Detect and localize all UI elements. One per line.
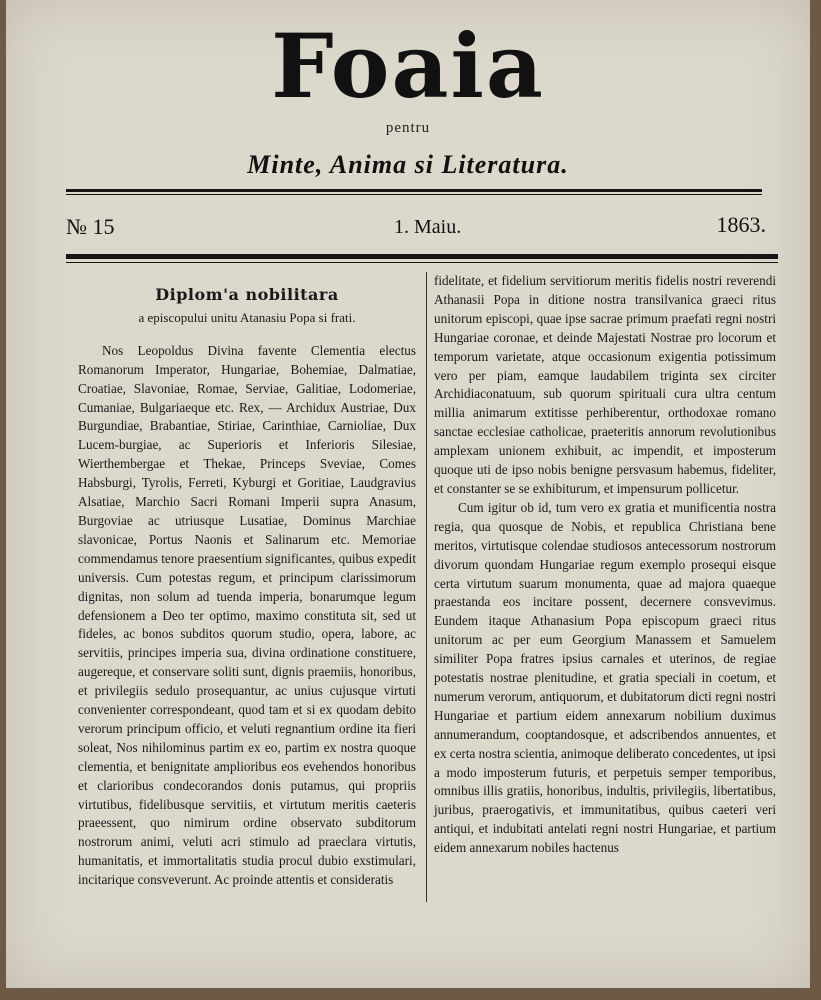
issue-number: № 15 [66,214,115,239]
dateline [66,210,766,244]
right-column [434,272,776,858]
right-column-paragraph: fidelitate, et fidelium servitiorum meritis fidelis nostri reverendi Athanasii Popa in ditione nostra transilvanica graeci ritus unitorum episcopi, quae ipse sacrae primum praefati regni nostri Hungariae coronae, et deinde Majestati Nostrae pro locorum et temporum varietate, atque occasionum exigentia potissimum vero per piam, eamque laudabilem triginta sex circiter Archidiaconatuum, sub quorum spirituali cura ultra centum millia animarum extitisse perhiberentur, orthodoxae romano sanctae ecclesiae catholicae, praeteritis annorum revolutionibus amplexam unionem exhibuit, ac impendit, et imposterum quoque uti de ipso nobis benigne persvasum habemus, fideliter, et constanter se se exhibiturum, et impensurum pollicetur. [434,273,776,496]
issue-date: 1. Maiu. [394,216,462,238]
column-divider [426,272,427,902]
article-title: Diplom'a nobilitara [155,285,339,304]
masthead-subtitle: Minte, Anima si Literatura. [247,150,569,179]
article-subtitle: a episcopului unitu Atanasiu Popa si frati. [138,309,356,325]
masthead-title: Foaia [271,14,545,118]
left-column-paragraph: Nos Leopoldus Divina favente Clementia electus Romanorum Imperator, Hungariae, Bohemiae, Dalmatiae, Croatiae, Slavoniae, Romae, Serviae, Galitiae, Lodomeriae, Cumaniae, Bulgariaeque etc. Rex, — Archidux Austriae, Dux Burgundiae, Brabantiae, Stiriae, Carinthiae, Carnioliae, Dux Lucem-burgiae, ac Superioris et Inferioris Silesiae, Wierthembergae et Thekae, Princeps Sveviae, Comes Habsburgi, Tyrolis, Ferreti, Kyburgi et Goritiae, Laudgravius Alsatiae, Marchio Sacri Romani Imperii supra Anasum, Burgoviae ac utriusque Lusatiae, Dominus Marchiae slavonicae, Portus Naonis et Salinarum etc. Memoriae commendamus tenore praesentium significantes, quibus expedit universis. Cum potestas regum, et principum clarissimorum dignitas, non solum ad tuenda imperia, bonarumque legum defensionem a Deo ter optimo, maximo constituta sit, sed ut fideles, ac bonos subditos quorum studio, opera, labore, ac servitiis, principes imperia sua, divina ordinatione constituere, augereque, et conservare soliti sunt, dignis praemiis, honoribus, et privilegiis sedulo prosequantur, ac unius cujusque virtuti convenienter correspondeant, quod tam et si ex quodam debito verorum principum officio, et veluti regnantium ordine ita fieri soleat, Nos nihilominus partim ex eo, partim ex nostra quoque clementia, et benignitate amplioribus eos evehendos honoribus et clarioribus condecorandos donis putamus, qui propriis virtutibus, fidelibusque servitiis, et virtutum meritis caeteris praeessent, quo nimirum ordine observato subditorum nostrorum animi, veluti acri stimulo ad praeclara virtutis, humanitatis, et immortalitatis studia procul dubio exstimulari, incitarique consveverunt. Ac proinde attentis et consideratis [78,342,416,888]
left-column [78,276,416,890]
issue-year: 1863. [716,212,766,237]
rule-bottom [66,254,778,259]
newspaper-page [6,0,810,988]
right-column-paragraph: Cum igitur ob id, tum vero ex gratia et munificentia nostra regia, qua quosque de Nobis, et republica Christiana bene meritos, virtutisque colendae studiosos antecessorum nostrorum divorum quondam Hungariae regum exemplo prosequi eisque certa virtutum suarum monumenta, quae ad majora quaeque praestanda eos incitare possent, decernere consvevimus. Eundem itaque Athanasium Popa episcopum graeci ritus unitorum ac per eum Georgium Manassem et Samuelem similiter Popa fratres ipsius carnales et uterinos, de regiae potestatis nostrae plenitudine, et gratia speciali in coetum, et numerum verorum, antiquorum, et dubitatorum dicti regni nostri Hungariae et partium eidem annexarum nobilium duximus annumerandum, cooptandosque, et adscribendos annuentes, et ex certa nostra scientia, animoque deliberato concedentes, ut ipsi a modo imposterum futuris, et perpetuis semper temporibus, omnibus illis gratiis, honoribus, indultis, privilegiis, libertatibus, juribus, praerogativis, et immunitatibus, quibus caeteri veri antiqui, et indubitati antelati regni nostri Hungariae, et partium eidem annexarum nobiles hactenus [434,499,777,856]
rule-top-thin [66,194,762,195]
rule-bottom-thin [66,262,778,263]
rule-top [66,189,762,192]
masthead-pentru: pentru [385,120,431,136]
